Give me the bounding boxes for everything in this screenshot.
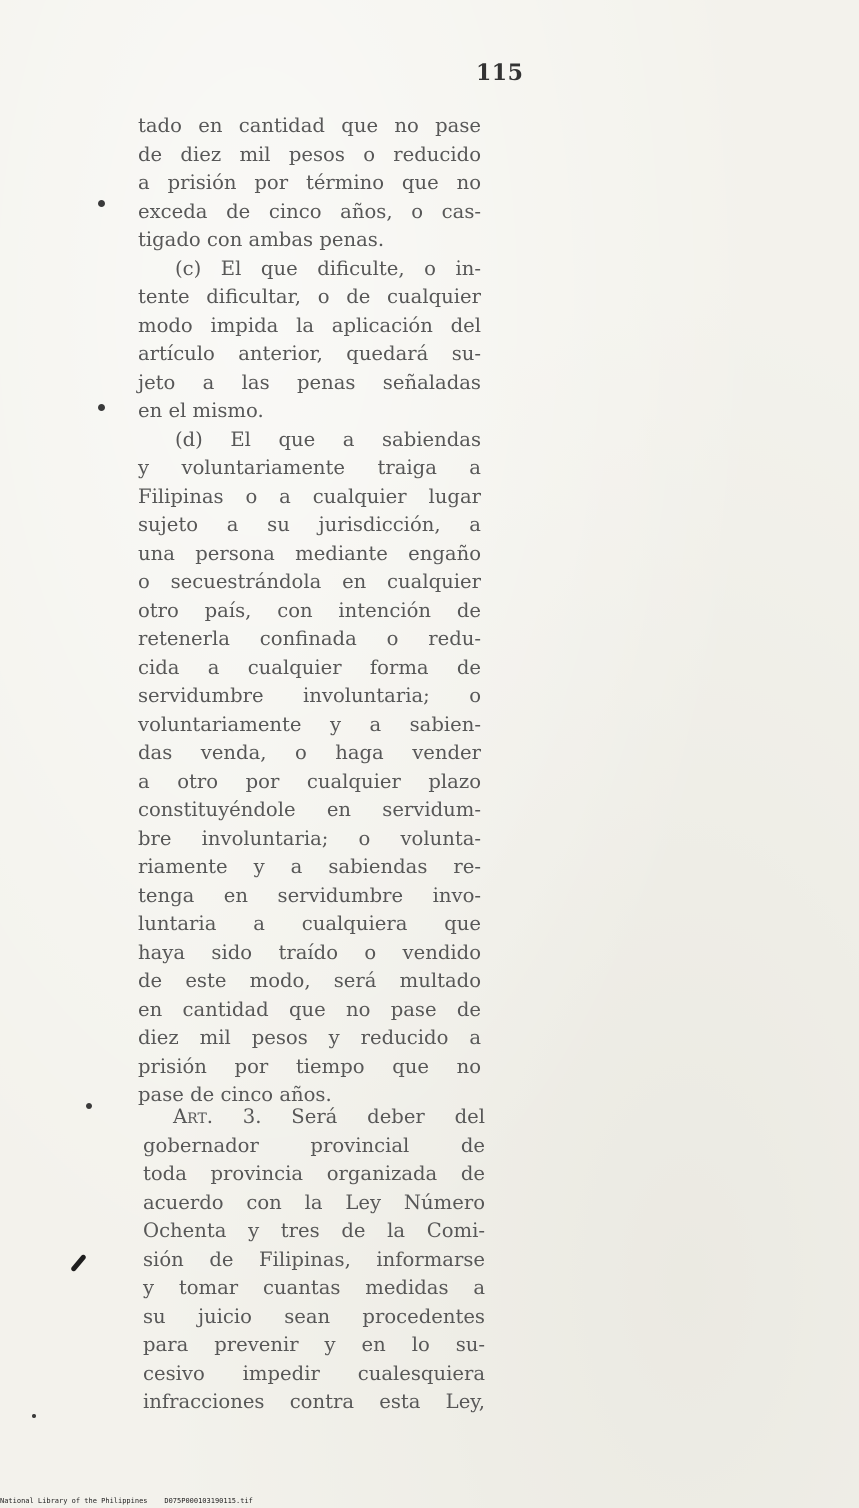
text-line: retenerla confinada o redu- [138, 627, 481, 650]
text-line: para prevenir y en lo su- [143, 1333, 485, 1356]
text-line: su juicio sean procedentes [143, 1304, 485, 1328]
ink-mark [70, 1254, 87, 1273]
text-line: cesivo impedir cualesquiera [143, 1361, 485, 1385]
text-line: Filipinas o a cualquier lugar [138, 484, 481, 508]
text-line: una persona mediante engaño [138, 541, 481, 565]
text-line: prisión por tiempo que no [138, 1054, 481, 1078]
text-line: acuerdo con la Ley Número [143, 1190, 485, 1214]
text-line: Será deber del [291, 1105, 485, 1128]
text-line: exceda de cinco años, o cas- [138, 199, 481, 223]
text-line: gobernador provincial de [143, 1133, 485, 1157]
article-3-first-line [143, 1103, 485, 1132]
text-line: sujeto a su jurisdicción, a [138, 513, 481, 536]
text-line: (d) El que a sabiendas [175, 427, 481, 451]
text-line: diez mil pesos y reducido a [138, 1026, 481, 1049]
text-line: a prisión por término que no [138, 171, 481, 194]
binding-hole-speck [32, 1414, 36, 1418]
text-line: de este modo, será multado [138, 969, 481, 992]
text-line: y tomar cuantas medidas a [143, 1276, 485, 1299]
binding-hole-speck [86, 1103, 92, 1109]
text-line: infracciones contra esta Ley, [143, 1390, 485, 1413]
text-line: (c) El que dificulte, o in- [175, 256, 481, 280]
scan-footer [0, 1497, 253, 1505]
text-line: das venda, o haga vender [138, 741, 481, 764]
text-line: y voluntariamente traiga a [138, 456, 481, 479]
text-line: tenga en servidumbre invo- [138, 883, 481, 907]
text-line: a otro por cualquier plazo [138, 769, 481, 793]
text-line: de diez mil pesos o reducido [138, 142, 481, 166]
text-line: jeto a las penas señaladas [138, 370, 481, 394]
text-line: artículo anterior, quedará su- [138, 342, 481, 365]
text-line: en el mismo. [138, 399, 264, 422]
text-line: haya sido traído o vendido [138, 940, 481, 964]
article-heading: Art. 3. [173, 1105, 262, 1128]
text-line: sión de Filipinas, informarse [143, 1247, 485, 1271]
article-3 [143, 1103, 485, 1417]
text-line: en cantidad que no pase de [138, 997, 481, 1021]
text-line: o secuestrándola en cualquier [138, 570, 481, 593]
binding-hole-speck [98, 200, 105, 207]
text-line: bre involuntaria; o volunta- [138, 826, 481, 850]
text-line: riamente y a sabiendas re- [138, 855, 481, 878]
text-line: tado en cantidad que no pase [138, 114, 481, 137]
body-text [138, 112, 481, 1110]
binding-hole-speck [98, 404, 105, 411]
text-line: luntaria a cualquiera que [138, 912, 481, 935]
text-line: voluntariamente y a sabien- [138, 712, 481, 736]
footer-library: National Library of the Philippines [0, 1497, 148, 1505]
text-line: otro país, con intención de [138, 598, 481, 622]
text-line: tigado con ambas penas. [138, 228, 385, 251]
text-line: constituyéndole en servidum- [138, 798, 481, 821]
text-line: toda provincia organizada de [143, 1162, 485, 1185]
text-line: modo impida la aplicación del [138, 313, 481, 337]
text-line: tente dificultar, o de cualquier [138, 285, 481, 308]
page-number: 115 [476, 60, 524, 86]
text-line: servidumbre involuntaria; o [138, 684, 481, 707]
footer-file-id: D075P000103190115.tif [164, 1497, 253, 1505]
text-line: Ochenta y tres de la Comi- [143, 1219, 485, 1242]
text-line: cida a cualquier forma de [138, 655, 481, 679]
text-line: pase de cinco años. [138, 1083, 332, 1106]
